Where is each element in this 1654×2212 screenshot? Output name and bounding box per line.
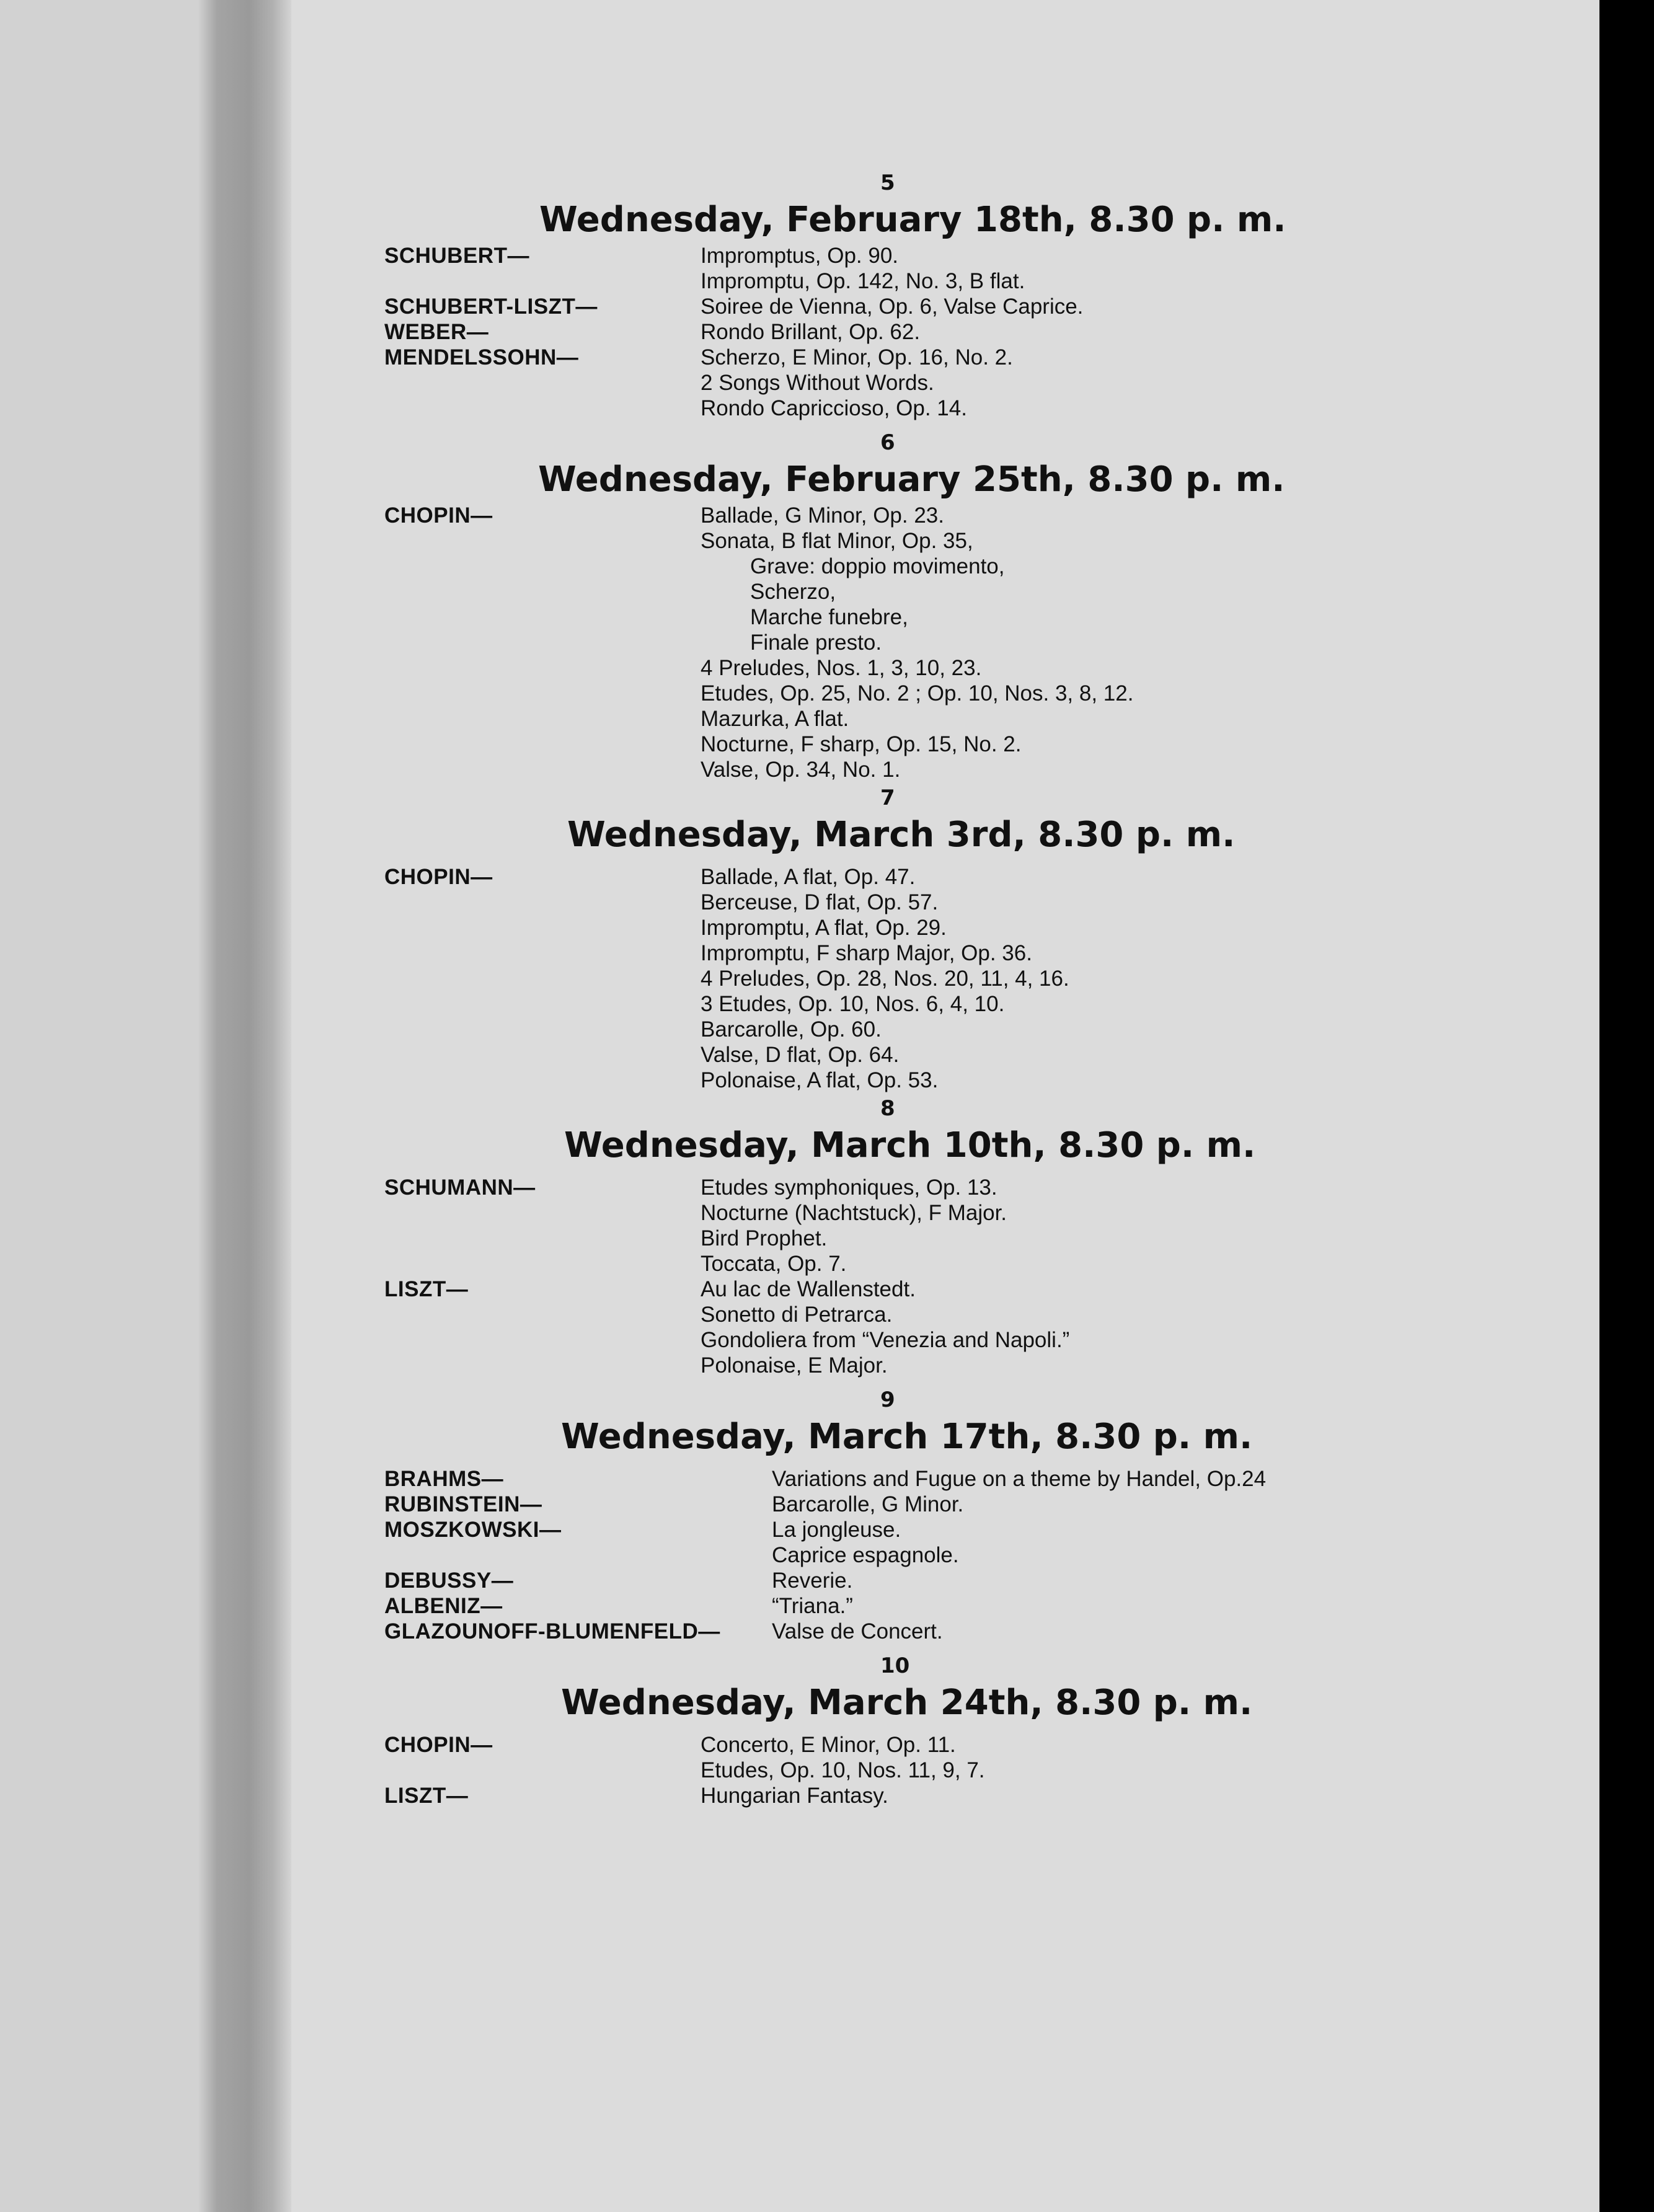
- concert-number: 8: [880, 1096, 895, 1121]
- composer: WEBER—: [384, 320, 489, 344]
- work: 3 Etudes, Op. 10, Nos. 6, 4, 10.: [701, 992, 1005, 1016]
- work: 4 Preludes, Nos. 1, 3, 10, 23.: [701, 656, 982, 680]
- program-row: [384, 1068, 1562, 1093]
- work: Valse, Op. 34, No. 1.: [701, 758, 901, 782]
- concert-date: Wednesday, March 17th, 8.30 p. m.: [561, 1417, 1253, 1457]
- program-list: [384, 243, 1562, 421]
- work: Berceuse, D flat, Op. 57.: [701, 890, 939, 914]
- program-list: [384, 864, 1562, 1093]
- concert-program: [384, 167, 1562, 1808]
- program-row: [384, 503, 1562, 528]
- composer: SCHUBERT-LISZT—: [384, 294, 598, 319]
- program-row: [384, 966, 1562, 991]
- composer: [384, 1302, 701, 1327]
- concert-number: 10: [880, 1653, 910, 1678]
- composer: BRAHMS—: [384, 1467, 504, 1491]
- program-row: [384, 1619, 1562, 1644]
- program-row: [384, 1542, 1562, 1568]
- composer: [384, 1353, 701, 1378]
- program-row: [384, 1042, 1562, 1068]
- program-list: [384, 503, 1562, 782]
- work: Valse, D flat, Op. 64.: [701, 1043, 900, 1067]
- concert-date: Wednesday, March 3rd, 8.30 p. m.: [567, 815, 1236, 855]
- composer: [384, 528, 701, 554]
- work: Sonetto di Petrarca.: [701, 1303, 893, 1327]
- program-row: [384, 1783, 1562, 1808]
- program-row: [384, 681, 1562, 706]
- program-row: [384, 864, 1562, 890]
- work: Etudes, Op. 10, Nos. 11, 9, 7.: [701, 1758, 985, 1782]
- composer: GLAZOUNOFF-BLUMENFELD—: [384, 1619, 720, 1644]
- concert-10: [384, 1650, 1562, 1808]
- program-row: [384, 1568, 1562, 1593]
- composer: [384, 1758, 701, 1783]
- work: Reverie.: [772, 1568, 853, 1593]
- composer: [384, 1327, 701, 1353]
- composer: SCHUMANN—: [384, 1175, 536, 1200]
- concert-number: 6: [880, 430, 895, 455]
- composer: [384, 915, 701, 940]
- composer: [384, 1226, 701, 1251]
- work: Rondo Capriccioso, Op. 14.: [701, 396, 967, 420]
- composer: [384, 966, 701, 991]
- program-row: [384, 1466, 1562, 1492]
- concert-9: [384, 1384, 1562, 1644]
- work: Barcarolle, G Minor.: [772, 1492, 964, 1516]
- program-row: [384, 528, 1562, 554]
- program-row: [384, 345, 1562, 370]
- composer: RUBINSTEIN—: [384, 1492, 542, 1516]
- composer: [384, 554, 701, 579]
- work: Ballade, G Minor, Op. 23.: [701, 503, 944, 528]
- program-row: [384, 554, 1562, 579]
- composer: [384, 991, 701, 1017]
- concert-number: 7: [880, 785, 895, 810]
- work: Bird Prophet.: [701, 1226, 828, 1250]
- composer: CHOPIN—: [384, 865, 493, 889]
- work: Gondoliera from “Venezia and Napoli.”: [701, 1328, 1070, 1352]
- program-row: [384, 396, 1562, 421]
- program-row: [384, 1251, 1562, 1276]
- concert-number: 5: [880, 170, 895, 195]
- program-row: [384, 1517, 1562, 1542]
- concert-date: Wednesday, February 18th, 8.30 p. m.: [539, 200, 1286, 240]
- program-row: [384, 991, 1562, 1017]
- composer: LISZT—: [384, 1277, 469, 1301]
- composer: [384, 579, 701, 604]
- program-row: [384, 655, 1562, 681]
- program-row: [384, 732, 1562, 757]
- work: Impromptus, Op. 90.: [701, 244, 899, 268]
- program-row: [384, 268, 1562, 294]
- work: Etudes symphoniques, Op. 13.: [701, 1175, 997, 1200]
- program-row: [384, 1732, 1562, 1758]
- work: Mazurka, A flat.: [701, 707, 849, 731]
- work: Hungarian Fantasy.: [701, 1784, 888, 1808]
- concert-6: [384, 427, 1562, 782]
- work: Polonaise, E Major.: [701, 1353, 888, 1378]
- composer: ALBENIZ—: [384, 1594, 503, 1618]
- program-row: [384, 319, 1562, 345]
- program-row: [384, 294, 1562, 319]
- concert-8: [384, 1093, 1562, 1378]
- program-list: [384, 1732, 1562, 1808]
- work: Impromptu, A flat, Op. 29.: [701, 916, 947, 940]
- work: Grave: doppio movimento,: [750, 554, 1005, 578]
- program-row: [384, 1758, 1562, 1783]
- composer: [384, 1042, 701, 1068]
- composer: [384, 732, 701, 757]
- work: Scherzo,: [750, 580, 836, 604]
- composer: [384, 1017, 701, 1042]
- concert-date: Wednesday, March 24th, 8.30 p. m.: [561, 1683, 1253, 1723]
- work: Variations and Fugue on a theme by Handel, Op.24: [772, 1467, 1267, 1491]
- concert-7: [384, 782, 1562, 1093]
- program-row: [384, 1017, 1562, 1042]
- work: Marche funebre,: [750, 605, 908, 629]
- program-row: [384, 1353, 1562, 1378]
- program-row: [384, 915, 1562, 940]
- concert-number: 9: [880, 1387, 895, 1412]
- concert-date: Wednesday, March 10th, 8.30 p. m.: [564, 1125, 1256, 1166]
- work: Caprice espagnole.: [772, 1543, 959, 1567]
- work: 2 Songs Without Words.: [701, 371, 934, 395]
- work: Au lac de Wallenstedt.: [701, 1277, 916, 1301]
- program-row: [384, 1492, 1562, 1517]
- composer: MENDELSSOHN—: [384, 345, 579, 369]
- work: 4 Preludes, Op. 28, Nos. 20, 11, 4, 16.: [701, 967, 1069, 991]
- work: Toccata, Op. 7.: [701, 1252, 847, 1276]
- composer: LISZT—: [384, 1784, 469, 1808]
- composer: [384, 890, 701, 915]
- left-margin: [0, 0, 198, 2212]
- program-row: [384, 1175, 1562, 1200]
- program-row: [384, 940, 1562, 966]
- composer: [384, 1251, 701, 1276]
- work: Ballade, A flat, Op. 47.: [701, 865, 916, 889]
- program-row: [384, 706, 1562, 732]
- composer: [384, 757, 701, 782]
- work: Soiree de Vienna, Op. 6, Valse Caprice.: [701, 294, 1084, 319]
- work: Concerto, E Minor, Op. 11.: [701, 1733, 956, 1757]
- work: Barcarolle, Op. 60.: [701, 1017, 882, 1042]
- work: Nocturne (Nachtstuck), F Major.: [701, 1201, 1007, 1225]
- work: Nocturne, F sharp, Op. 15, No. 2.: [701, 732, 1022, 756]
- composer: CHOPIN—: [384, 1733, 493, 1757]
- program-row: [384, 757, 1562, 782]
- composer: [384, 370, 701, 396]
- composer: CHOPIN—: [384, 503, 493, 528]
- program-row: [384, 370, 1562, 396]
- work: Valse de Concert.: [772, 1619, 943, 1644]
- program-row: [384, 579, 1562, 604]
- program-row: [384, 890, 1562, 915]
- composer: DEBUSSY—: [384, 1568, 514, 1593]
- binding-shadow: [198, 0, 291, 2212]
- work: Polonaise, A flat, Op. 53.: [701, 1068, 939, 1092]
- program-list: [384, 1175, 1562, 1378]
- composer: MOSZKOWSKI—: [384, 1518, 562, 1542]
- work: Impromptu, Op. 142, No. 3, B flat.: [701, 269, 1025, 293]
- composer: [384, 396, 701, 421]
- scan-edge: [1599, 0, 1654, 2212]
- composer: [384, 706, 701, 732]
- composer: SCHUBERT—: [384, 244, 529, 268]
- program-list: [384, 1466, 1562, 1644]
- composer: [384, 604, 701, 630]
- composer: [384, 655, 701, 681]
- composer: [384, 681, 701, 706]
- work: Scherzo, E Minor, Op. 16, No. 2.: [701, 345, 1013, 369]
- work: Impromptu, F sharp Major, Op. 36.: [701, 941, 1032, 965]
- concert-date: Wednesday, February 25th, 8.30 p. m.: [538, 459, 1285, 500]
- composer: [384, 630, 701, 655]
- composer: [384, 268, 701, 294]
- program-row: [384, 243, 1562, 268]
- program-row: [384, 1276, 1562, 1302]
- work: La jongleuse.: [772, 1518, 901, 1542]
- composer: [384, 1200, 701, 1226]
- program-row: [384, 604, 1562, 630]
- program-row: [384, 1200, 1562, 1226]
- concert-5: [384, 167, 1562, 421]
- work: Rondo Brillant, Op. 62.: [701, 320, 921, 344]
- program-row: [384, 1302, 1562, 1327]
- composer: [384, 1542, 772, 1568]
- composer: [384, 1068, 701, 1093]
- program-row: [384, 1593, 1562, 1619]
- work: “Triana.”: [772, 1594, 853, 1618]
- work: Finale presto.: [750, 630, 882, 655]
- program-row: [384, 1226, 1562, 1251]
- work: Sonata, B flat Minor, Op. 35,: [701, 529, 973, 553]
- program-row: [384, 1327, 1562, 1353]
- program-row: [384, 630, 1562, 655]
- composer: [384, 940, 701, 966]
- work: Etudes, Op. 25, No. 2 ; Op. 10, Nos. 3, 8, 12.: [701, 681, 1134, 706]
